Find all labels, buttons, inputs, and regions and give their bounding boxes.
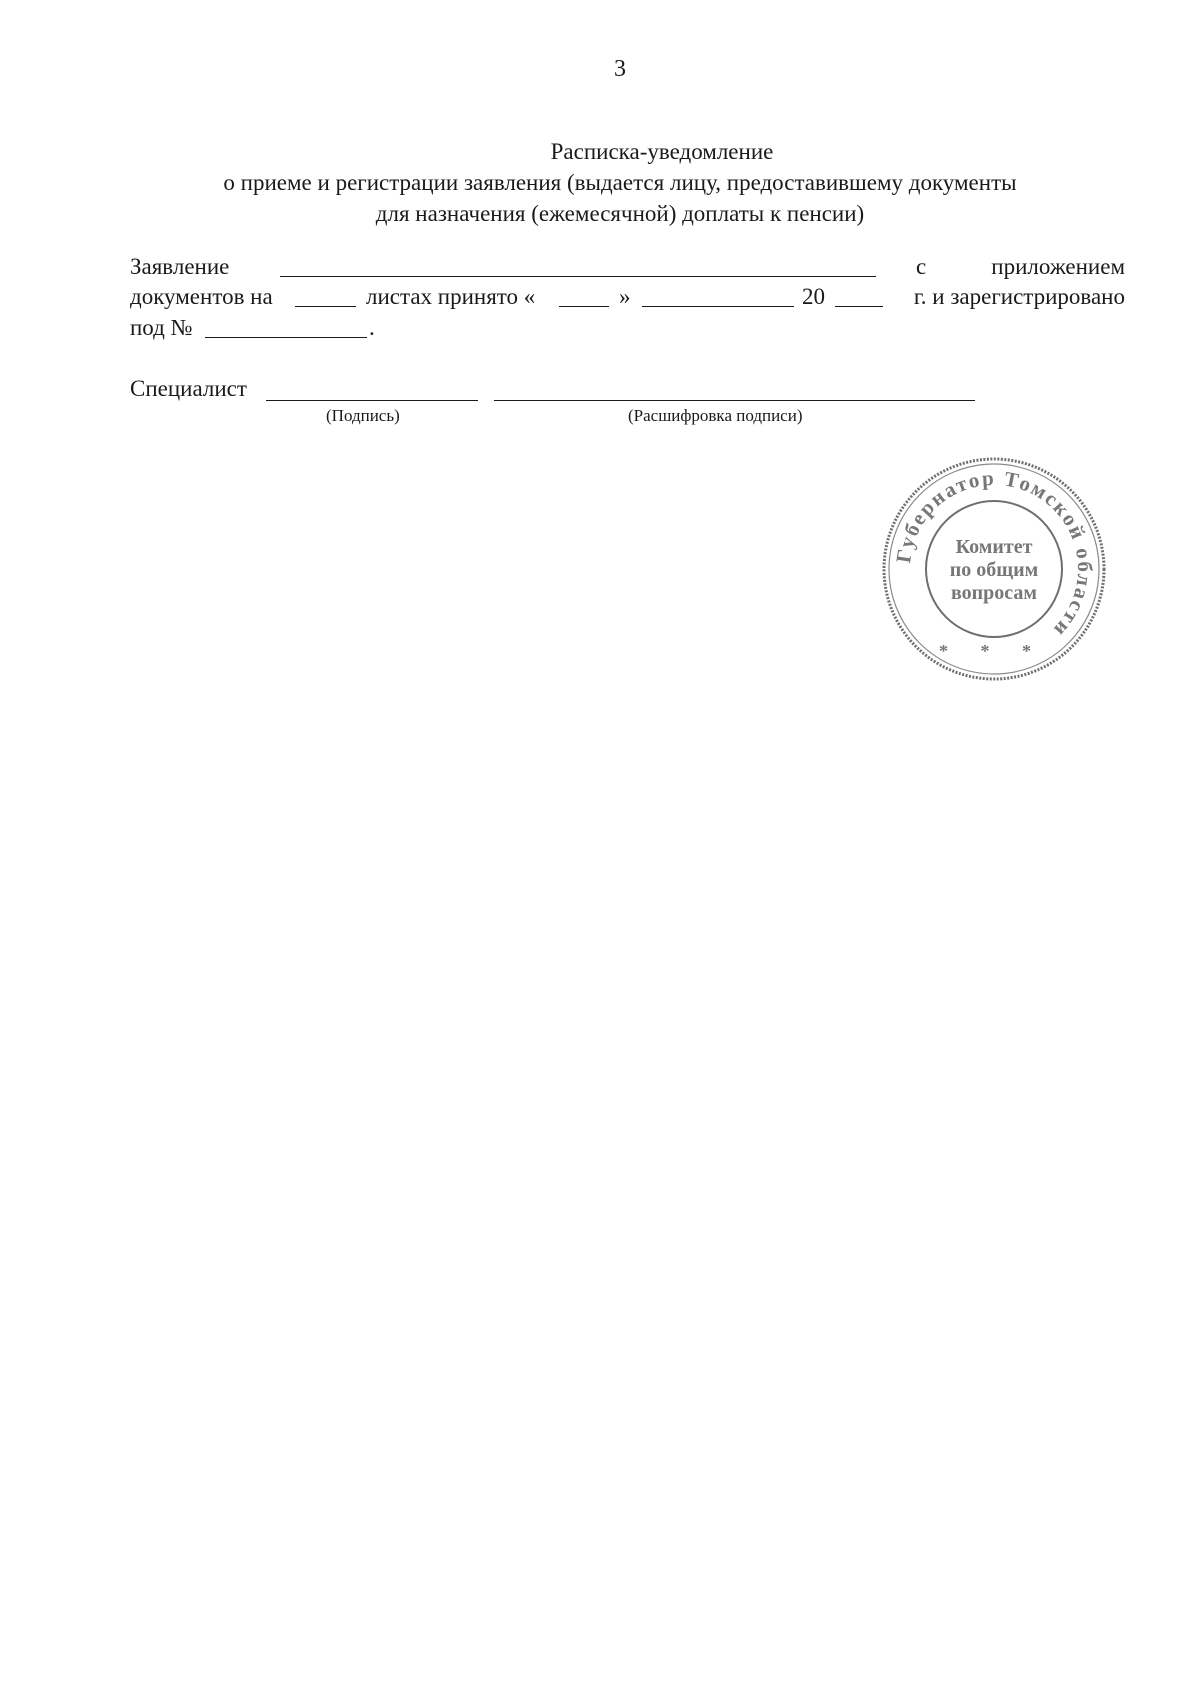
signature-caption: (Подпись) — [326, 406, 400, 425]
with-label: с — [916, 254, 927, 279]
registered-label: г. и зарегистрировано — [913, 284, 1125, 309]
specialist-row — [130, 376, 247, 402]
attachment-label: приложением — [991, 254, 1125, 279]
signature-decoding-blank[interactable] — [494, 380, 975, 401]
quote-close: » — [619, 284, 631, 309]
day-blank[interactable] — [559, 286, 609, 307]
title-line-3: для назначения (ежемесячной) доплаты к пенсии) — [375, 201, 865, 226]
official-stamp — [880, 455, 1108, 683]
decoding-caption: (Расшифровка подписи) — [628, 406, 803, 425]
statement-label: Заявление — [130, 254, 230, 279]
statement-blank[interactable] — [280, 256, 876, 277]
period: . — [369, 315, 375, 340]
page-number: 3 — [614, 56, 626, 82]
year-prefix: 20 — [802, 284, 825, 309]
registration-number-blank[interactable] — [205, 317, 367, 338]
stamp-stars: * * * — [939, 641, 1045, 661]
documents-on-label: документов на — [130, 284, 273, 309]
month-blank[interactable] — [642, 286, 794, 307]
year-blank[interactable] — [835, 286, 883, 307]
stamp-center-line-1: Комитет — [955, 536, 1033, 558]
under-number-label: под № — [130, 315, 193, 340]
document-title — [120, 136, 1120, 229]
stamp-ring-text: Губернатор Томской области — [891, 465, 1098, 644]
sheets-count-blank[interactable] — [295, 286, 356, 307]
sheets-accepted-label: листах принято « — [366, 284, 536, 309]
specialist-label: Специалист — [130, 376, 247, 401]
stamp-center-line-2: по общим — [949, 559, 1039, 581]
title-line-2: о приеме и регистрации заявления (выдается лицу, предоставившему документы — [223, 170, 1017, 195]
signature-blank[interactable] — [266, 380, 478, 401]
title-line-1: Расписка-уведомление — [550, 139, 774, 164]
stamp-center-line-3: вопросам — [950, 582, 1038, 604]
